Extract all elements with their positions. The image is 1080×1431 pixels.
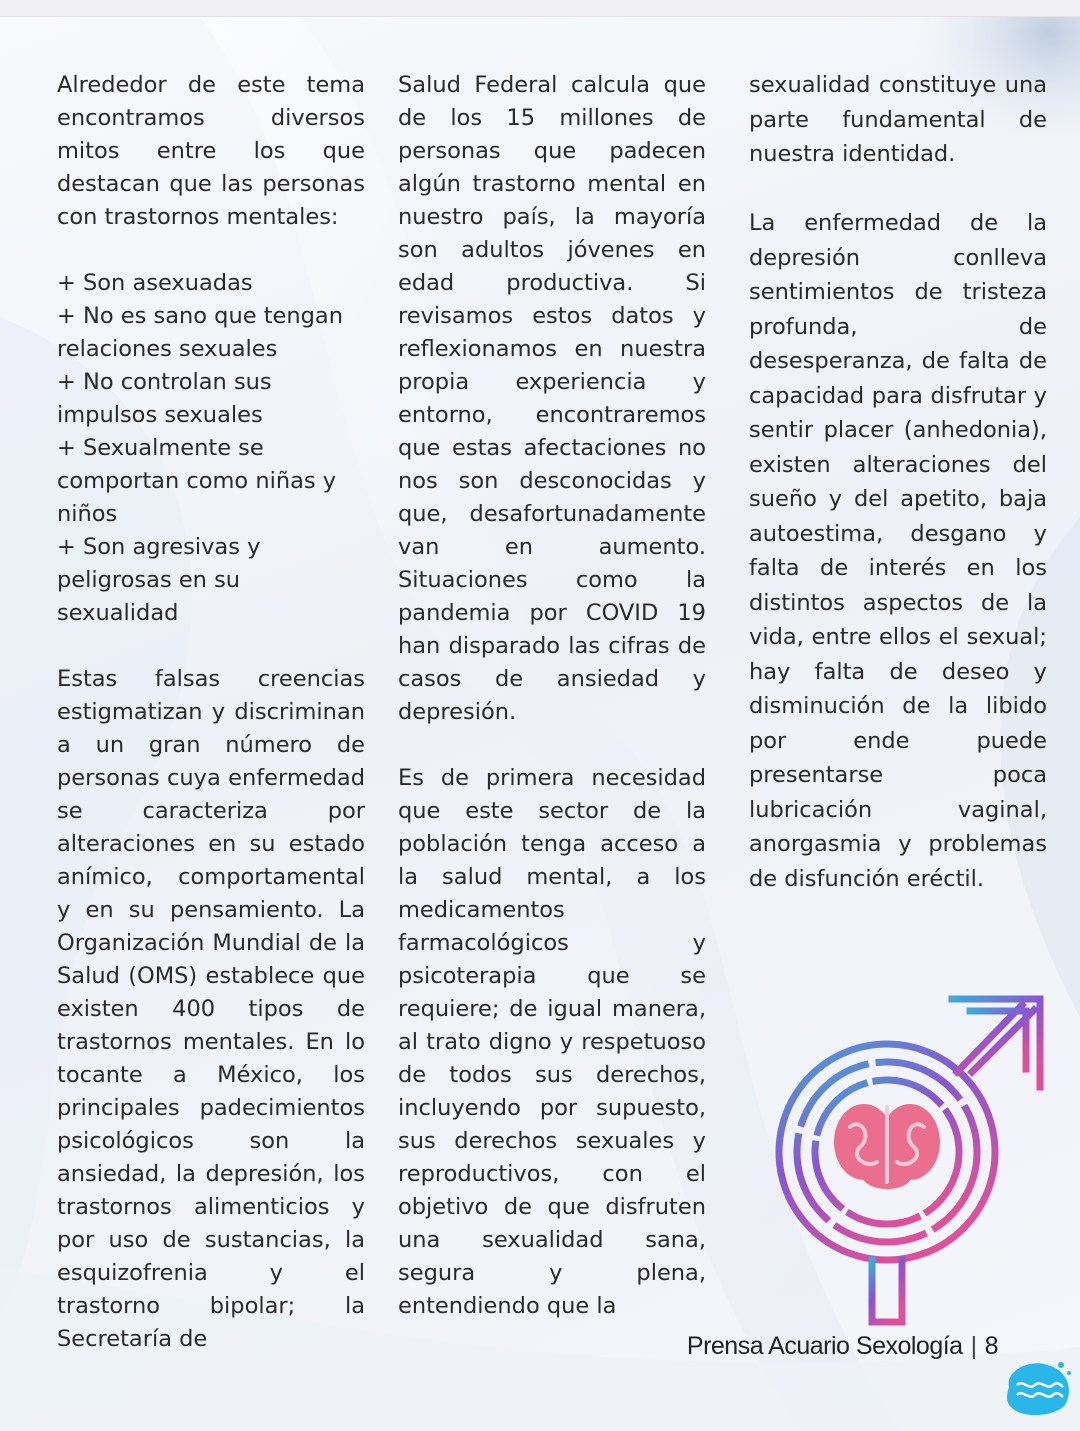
stigma-paragraph: Estas falsas creencias estigmatizan y discriminan a un gran número de personas cuya enfermedad se caracteriza por alteraciones en su estado anímico, comportamental y en su pensamiento. La Organización Mundial de la Salud (OMS) establece que existen 400 tipos de trastornos mentales. En lo tocante a México, los principales padecimientos psicológicos son la ansiedad, la depresión, los trastornos alimenticios y por uso de sustancias, la esquizofrenia y el trastorno bipolar; la Secretaría de <box>57 666 365 1352</box>
myth-item: + No controlan sus impulsos sexuales <box>57 369 272 428</box>
gender-brain-maze-icon <box>772 977 1047 1342</box>
publication-name: Prensa Acuario Sexología <box>686 1332 963 1360</box>
page-footer <box>687 1332 998 1361</box>
depression-paragraph: La enfermedad de la depresión conlleva sentimientos de tristeza profunda, de desesperanza, de falta de capacidad para disfrutar y sentir placer (anhedonia), existen alteraciones del sueño y del apetito, baja autoestima, desgano y falta de interés en los distintos aspectos de la vida, entre ellos el sexual; hay falta de deseo y disminución de la libido por ende puede presentarse poca lubricación vaginal, anorgasmia y problemas de disfunción eréctil. <box>749 210 1047 892</box>
page-number: 8 <box>984 1332 998 1360</box>
rights-paragraph: Es de primera necesidad que este sector de la población tenga acceso a la salud mental, a los medicamentos farmacológicos y psicoterapia que se requiere; de igual manera, al trato digno y respetuoso de todos sus derechos, incluyendo por supuesto, sus derechos sexuales y reproductivos, con el objetivo de que disfruten una sexualidad sana, segura y plena, entendiendo que la <box>398 765 706 1319</box>
myth-item: + Son agresivas y peligrosas en su sexualidad <box>57 534 261 626</box>
myth-item: + Son asexuadas <box>57 270 253 296</box>
myths-list <box>57 267 365 630</box>
footer-separator: | <box>970 1332 977 1360</box>
magazine-page <box>0 17 1080 1431</box>
identity-paragraph: sexualidad constituye una parte fundamental de nuestra identidad. <box>749 72 1047 167</box>
myth-item: + No es sano que tengan relaciones sexuales <box>57 303 343 362</box>
statistics-paragraph: Salud Federal calcula que de los 15 millones de personas que padecen algún trastorno mental en nuestro país, la mayoría son adultos jóvenes en edad productiva. Si revisamos estos datos y reflexionamos en nuestra propia experiencia y entorno, encontraremos que estas afectaciones no nos son desconocidas y que, desafortunadamente van en aumento. Situaciones como la pandemia por COVID 19 han disparado las cifras de casos de ansiedad y depresión. <box>398 72 706 725</box>
text-column-1 <box>57 69 365 1356</box>
text-column-3 <box>749 68 1047 896</box>
prensa-acuario-logo-icon <box>1003 1357 1075 1419</box>
text-column-2 <box>398 69 706 1323</box>
intro-paragraph: Alrededor de este tema encontramos diversos mitos entre los que destacan que las personas con trastornos mentales: <box>57 72 365 230</box>
myth-item: + Sexualmente se comportan como niñas y niños <box>57 435 337 527</box>
viewer-top-bar <box>0 0 1080 17</box>
